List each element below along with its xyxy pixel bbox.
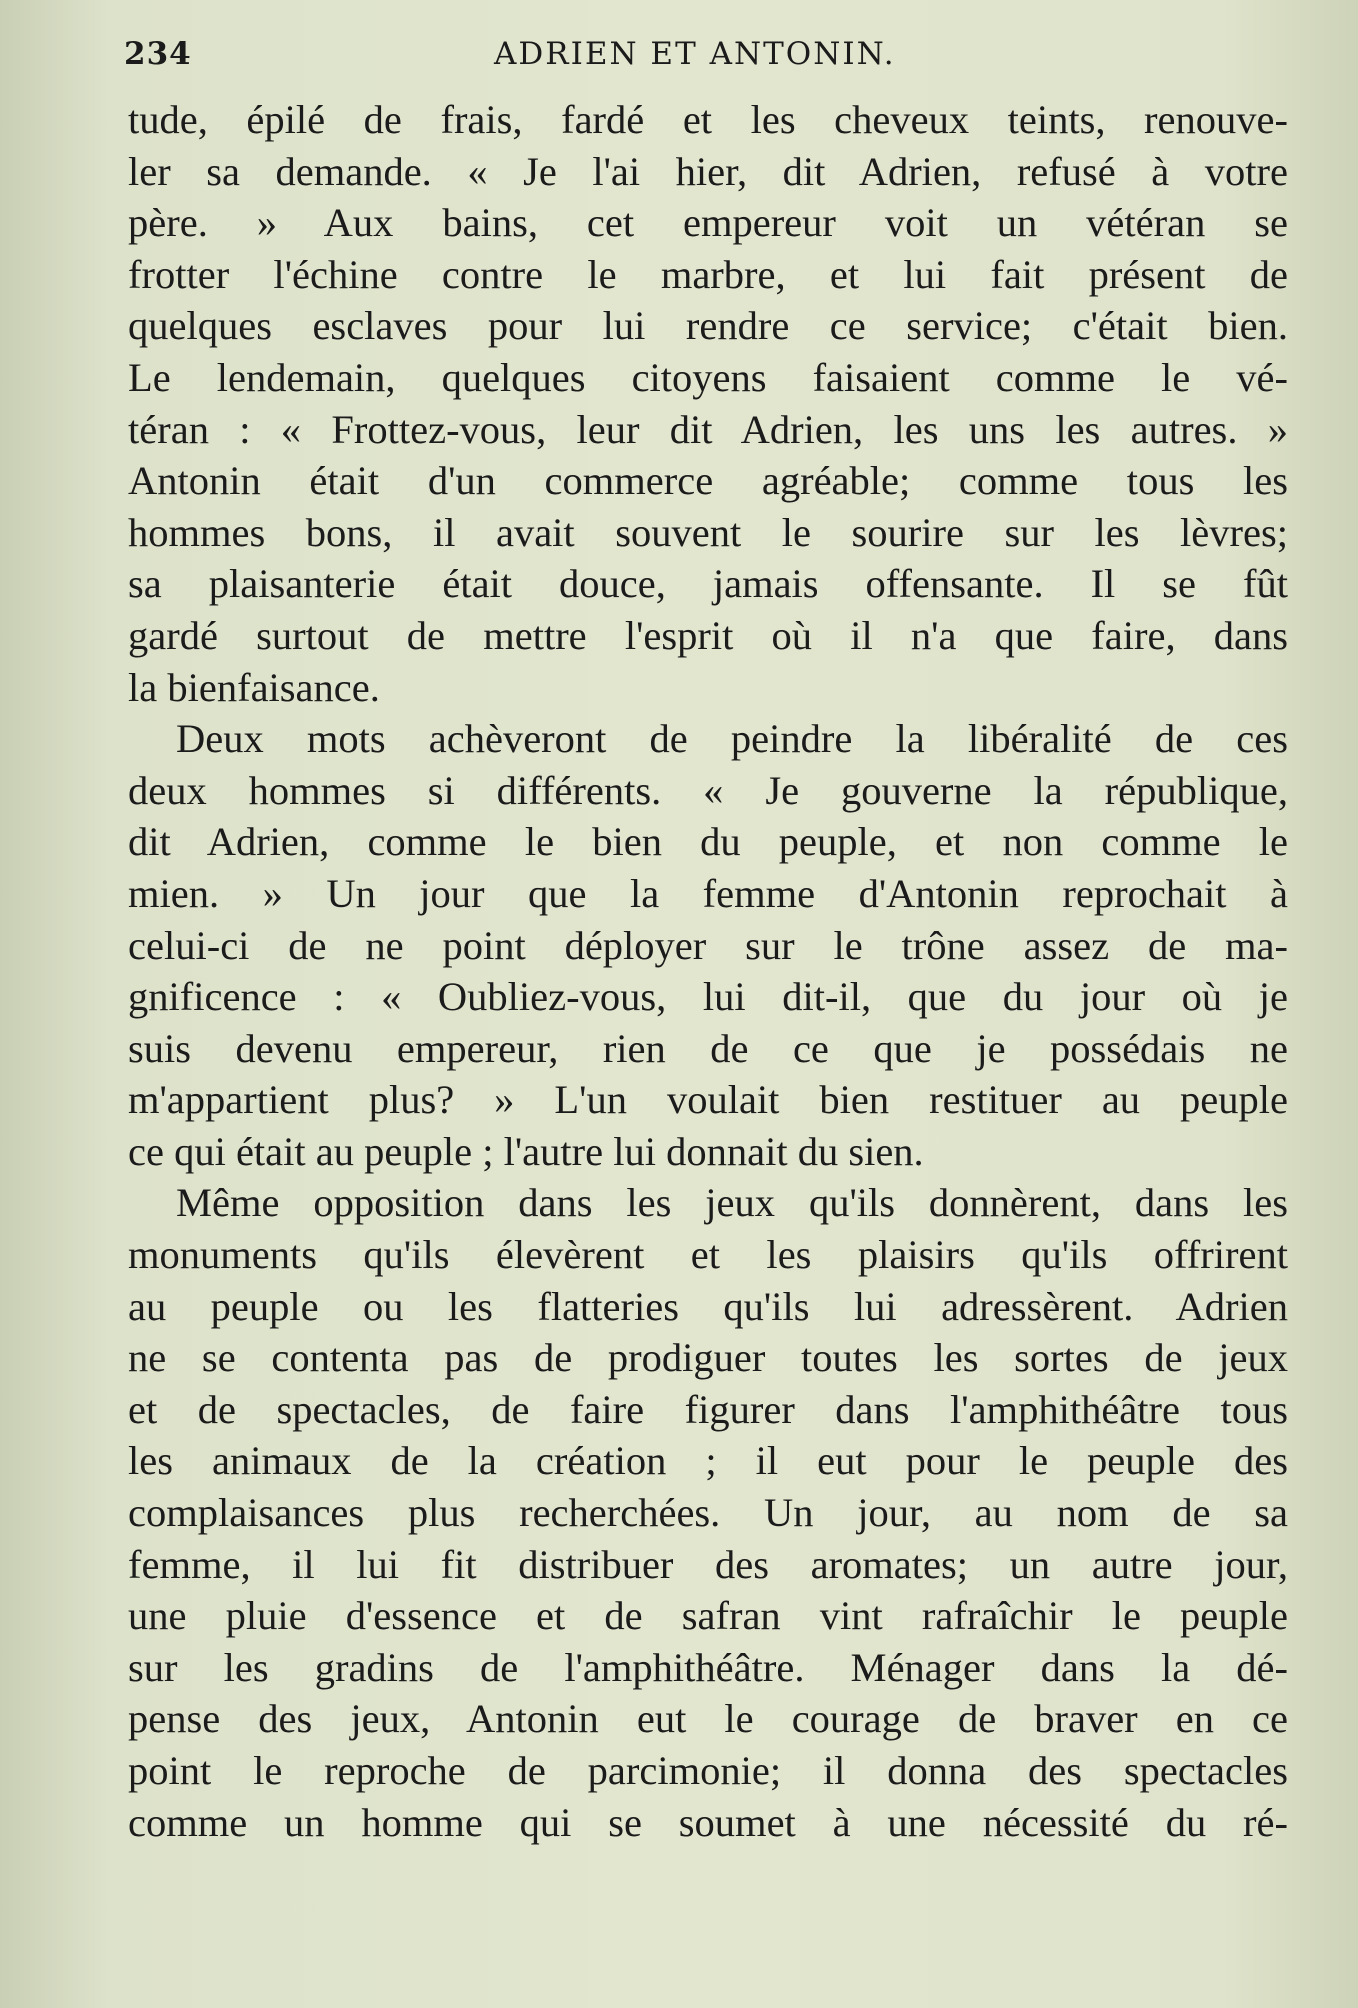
text-line: comme un homme qui se soumet à une nécessité du ré- <box>128 1799 1288 1845</box>
text-line: et de spectacles, de faire figurer dans l'amphithéâtre tous <box>128 1386 1288 1432</box>
text-line: frotter l'échine contre le marbre, et lui fait présent de <box>128 251 1288 297</box>
paragraph <box>128 713 1288 1177</box>
text-line: suis devenu empereur, rien de ce que je possédais ne <box>128 1025 1288 1071</box>
text-line: femme, il lui fit distribuer des aromates; un autre jour, <box>128 1541 1288 1587</box>
text-line: ce qui était au peuple ; l'autre lui donnait du sien. <box>128 1128 924 1174</box>
text-line: deux hommes si différents. « Je gouverne la république, <box>128 767 1288 813</box>
text-line: la bienfaisance. <box>128 664 380 710</box>
text-line: quelques esclaves pour lui rendre ce service; c'était bien. <box>128 303 1288 349</box>
text-line: monuments qu'ils élevèrent et les plaisirs qu'ils offrirent <box>128 1232 1288 1278</box>
text-line: au peuple ou les flatteries qu'ils lui adressèrent. Adrien <box>128 1283 1288 1329</box>
body-text <box>128 94 1288 1848</box>
running-head: ADRIEN ET ANTONIN. <box>494 36 896 72</box>
text-line: mien. » Un jour que la femme d'Antonin reprochait à <box>128 870 1288 916</box>
text-line: gardé surtout de mettre l'esprit où il n'a que faire, dans <box>128 612 1288 658</box>
text-line: père. » Aux bains, cet empereur voit un vétéran se <box>128 200 1288 246</box>
text-line: Antonin était d'un commerce agréable; comme tous les <box>128 458 1288 504</box>
text-line: hommes bons, il avait souvent le sourire sur les lèvres; <box>128 509 1288 555</box>
text-line: une pluie d'essence et de safran vint rafraîchir le peuple <box>128 1593 1288 1639</box>
text-line: les animaux de la création ; il eut pour le peuple des <box>128 1438 1288 1484</box>
text-line: Deux mots achèveront de peindre la libéralité de ces <box>176 716 1288 762</box>
text-line: Même opposition dans les jeux qu'ils donnèrent, dans les <box>176 1180 1288 1226</box>
text-line: complaisances plus recherchées. Un jour, au nom de sa <box>128 1490 1288 1536</box>
text-line: dit Adrien, comme le bien du peuple, et non comme le <box>128 819 1288 865</box>
page-header <box>124 36 1276 80</box>
text-line: sa plaisanterie était douce, jamais offensante. Il se fût <box>128 561 1288 607</box>
text-line: sur les gradins de l'amphithéâtre. Ménager dans la dé- <box>128 1644 1288 1690</box>
text-line: ler sa demande. « Je l'ai hier, dit Adrien, refusé à votre <box>128 148 1288 194</box>
paragraph <box>128 1177 1288 1848</box>
text-line: ne se contenta pas de prodiguer toutes les sortes de jeux <box>128 1335 1288 1381</box>
text-line: m'appartient plus? » L'un voulait bien restituer au peuple <box>128 1077 1288 1123</box>
text-line: gnificence : « Oubliez-vous, lui dit-il, que du jour où je <box>128 974 1288 1020</box>
text-line: tude, épilé de frais, fardé et les cheveux teints, renouve- <box>128 97 1288 142</box>
paragraph <box>128 94 1288 713</box>
page-number: 234 <box>124 36 192 72</box>
text-line: point le reproche de parcimonie; il donna des spectacles <box>128 1748 1288 1793</box>
text-line: Le lendemain, quelques citoyens faisaient comme le vé- <box>128 354 1288 400</box>
text-line: pense des jeux, Antonin eut le courage de braver en ce <box>128 1696 1288 1742</box>
text-line: téran : « Frottez-vous, leur dit Adrien, les uns les autres. » <box>128 406 1288 452</box>
text-line: celui-ci de ne point déployer sur le trône assez de ma- <box>128 922 1288 968</box>
